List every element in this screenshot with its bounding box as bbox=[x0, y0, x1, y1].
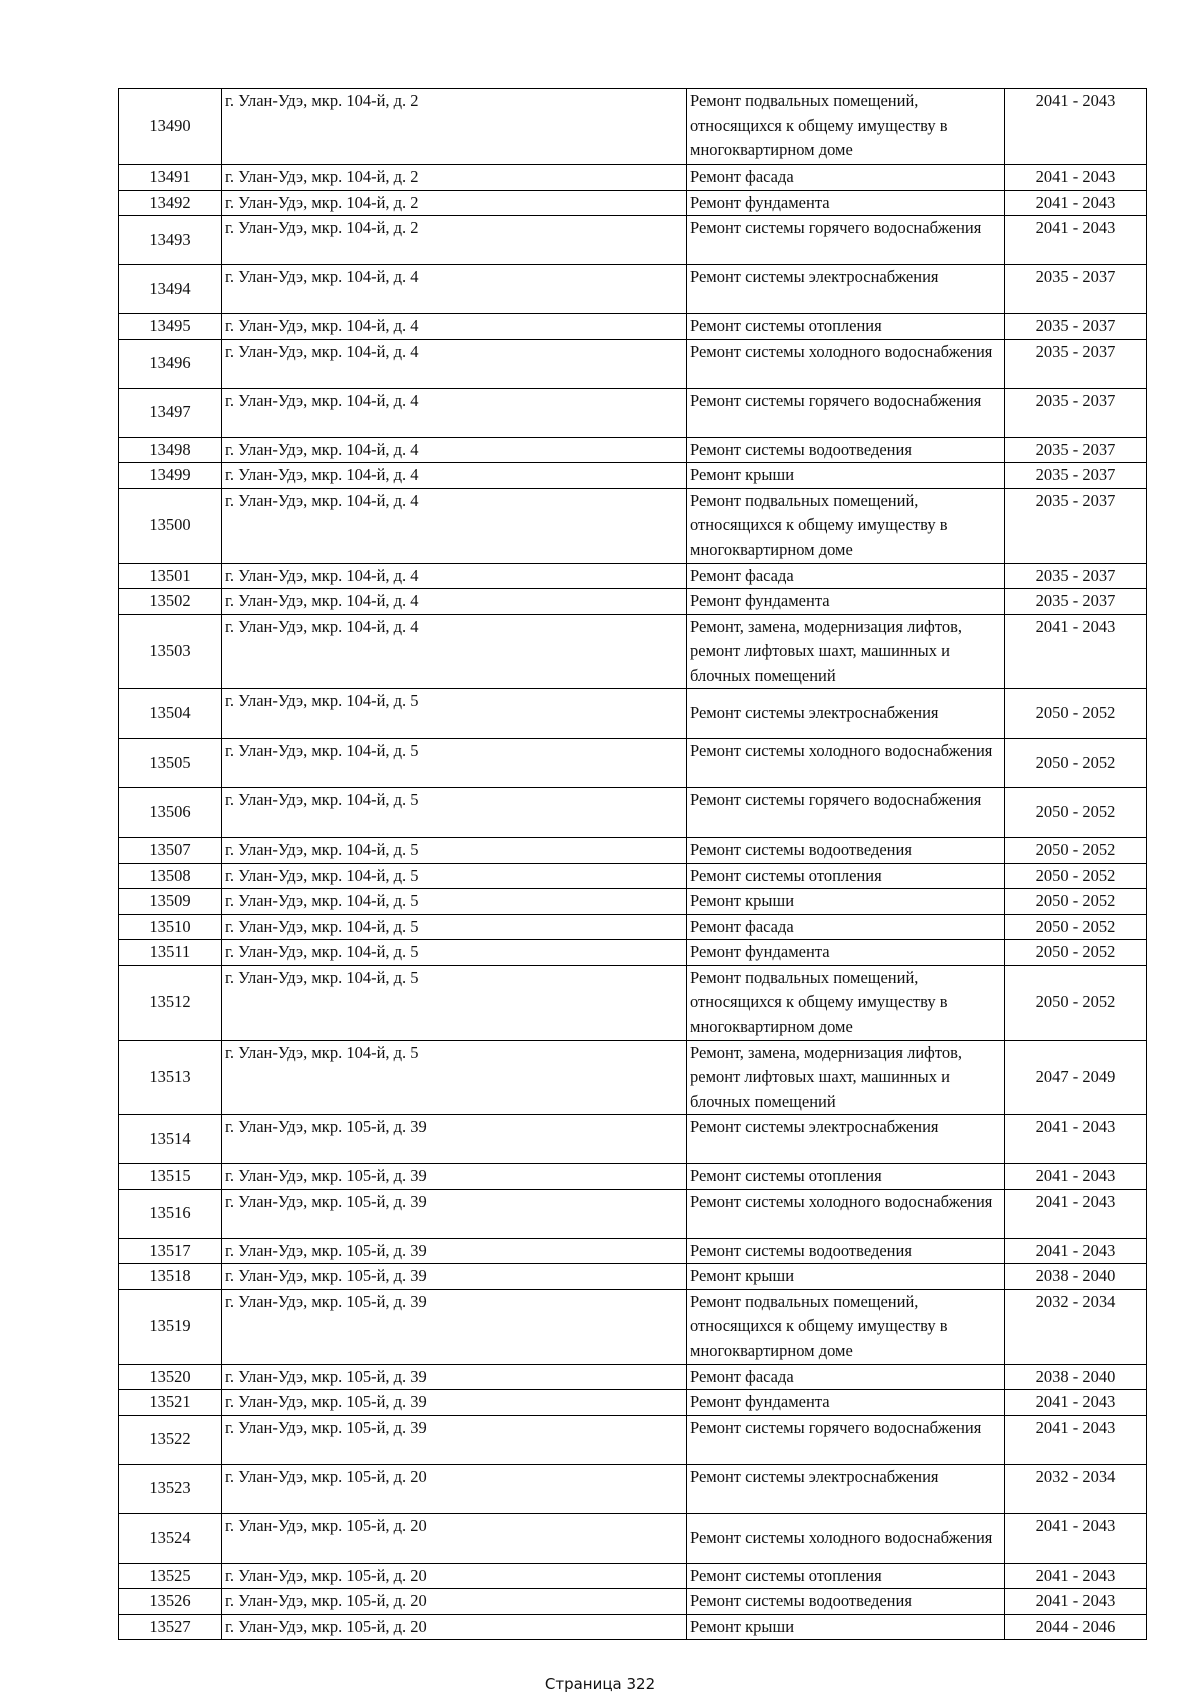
row-number: 13526 bbox=[119, 1589, 222, 1615]
row-work-type: Ремонт системы отопления bbox=[687, 1164, 1005, 1190]
row-address: г. Улан-Удэ, мкр. 104-й, д. 4 bbox=[222, 614, 687, 689]
table-row bbox=[119, 216, 1147, 265]
row-period: 2035 - 2037 bbox=[1005, 589, 1147, 615]
row-number: 13509 bbox=[119, 889, 222, 915]
row-work-type: Ремонт системы холодного водоснабжения bbox=[687, 739, 1005, 788]
row-address: г. Улан-Удэ, мкр. 104-й, д. 5 bbox=[222, 788, 687, 838]
row-period: 2041 - 2043 bbox=[1005, 1513, 1147, 1563]
row-address: г. Улан-Удэ, мкр. 105-й, д. 39 bbox=[222, 1415, 687, 1464]
table-row bbox=[119, 1464, 1147, 1513]
row-address: г. Улан-Удэ, мкр. 104-й, д. 2 bbox=[222, 190, 687, 216]
row-work-type: Ремонт фундамента bbox=[687, 190, 1005, 216]
row-work-type: Ремонт крыши bbox=[687, 889, 1005, 915]
row-address: г. Улан-Удэ, мкр. 104-й, д. 5 bbox=[222, 863, 687, 889]
row-period: 2035 - 2037 bbox=[1005, 463, 1147, 489]
row-period: 2041 - 2043 bbox=[1005, 216, 1147, 265]
row-number: 13500 bbox=[119, 488, 222, 563]
row-address: г. Улан-Удэ, мкр. 104-й, д. 2 bbox=[222, 89, 687, 165]
row-number: 13501 bbox=[119, 563, 222, 589]
row-work-type: Ремонт подвальных помещений, относящихся к общему имуществу в многоквартирном доме bbox=[687, 89, 1005, 165]
table-row bbox=[119, 889, 1147, 915]
row-address: г. Улан-Удэ, мкр. 104-й, д. 5 bbox=[222, 1040, 687, 1115]
table-row bbox=[119, 614, 1147, 689]
row-number: 13505 bbox=[119, 739, 222, 788]
row-number: 13524 bbox=[119, 1513, 222, 1563]
table-row bbox=[119, 788, 1147, 838]
table-row bbox=[119, 739, 1147, 788]
row-work-type: Ремонт системы электроснабжения bbox=[687, 689, 1005, 739]
table-row bbox=[119, 1189, 1147, 1238]
row-work-type: Ремонт подвальных помещений, относящихся к общему имуществу в многоквартирном доме bbox=[687, 965, 1005, 1040]
row-address: г. Улан-Удэ, мкр. 104-й, д. 5 bbox=[222, 940, 687, 966]
row-work-type: Ремонт системы водоотведения bbox=[687, 838, 1005, 864]
table-row bbox=[119, 339, 1147, 388]
row-number: 13527 bbox=[119, 1614, 222, 1640]
row-period: 2041 - 2043 bbox=[1005, 1415, 1147, 1464]
row-address: г. Улан-Удэ, мкр. 104-й, д. 4 bbox=[222, 339, 687, 388]
table-row bbox=[119, 314, 1147, 340]
table-row bbox=[119, 863, 1147, 889]
row-period: 2035 - 2037 bbox=[1005, 265, 1147, 314]
row-period: 2041 - 2043 bbox=[1005, 614, 1147, 689]
row-work-type: Ремонт подвальных помещений, относящихся к общему имуществу в многоквартирном доме bbox=[687, 1289, 1005, 1364]
row-number: 13515 bbox=[119, 1164, 222, 1190]
row-address: г. Улан-Удэ, мкр. 104-й, д. 5 bbox=[222, 914, 687, 940]
table-row bbox=[119, 1513, 1147, 1563]
row-number: 13492 bbox=[119, 190, 222, 216]
row-work-type: Ремонт системы горячего водоснабжения bbox=[687, 1415, 1005, 1464]
row-address: г. Улан-Удэ, мкр. 105-й, д. 39 bbox=[222, 1189, 687, 1238]
row-address: г. Улан-Удэ, мкр. 105-й, д. 39 bbox=[222, 1390, 687, 1416]
row-period: 2035 - 2037 bbox=[1005, 314, 1147, 340]
row-number: 13511 bbox=[119, 940, 222, 966]
row-period: 2044 - 2046 bbox=[1005, 1614, 1147, 1640]
row-work-type: Ремонт системы горячего водоснабжения bbox=[687, 788, 1005, 838]
table-row bbox=[119, 1589, 1147, 1615]
row-number: 13490 bbox=[119, 89, 222, 165]
row-period: 2035 - 2037 bbox=[1005, 339, 1147, 388]
row-work-type: Ремонт фундамента bbox=[687, 589, 1005, 615]
row-period: 2032 - 2034 bbox=[1005, 1289, 1147, 1364]
row-period: 2035 - 2037 bbox=[1005, 563, 1147, 589]
row-period: 2035 - 2037 bbox=[1005, 388, 1147, 437]
row-period: 2035 - 2037 bbox=[1005, 437, 1147, 463]
row-number: 13520 bbox=[119, 1364, 222, 1390]
row-number: 13499 bbox=[119, 463, 222, 489]
row-address: г. Улан-Удэ, мкр. 105-й, д. 20 bbox=[222, 1614, 687, 1640]
row-number: 13512 bbox=[119, 965, 222, 1040]
table-row bbox=[119, 589, 1147, 615]
row-address: г. Улан-Удэ, мкр. 104-й, д. 4 bbox=[222, 463, 687, 489]
table-row bbox=[119, 838, 1147, 864]
table-row bbox=[119, 165, 1147, 191]
row-number: 13495 bbox=[119, 314, 222, 340]
row-period: 2041 - 2043 bbox=[1005, 1390, 1147, 1416]
table-row bbox=[119, 940, 1147, 966]
row-work-type: Ремонт системы горячего водоснабжения bbox=[687, 216, 1005, 265]
row-address: г. Улан-Удэ, мкр. 105-й, д. 20 bbox=[222, 1513, 687, 1563]
page-number: Страница 322 bbox=[544, 1675, 656, 1693]
row-period: 2050 - 2052 bbox=[1005, 838, 1147, 864]
row-work-type: Ремонт системы водоотведения bbox=[687, 1589, 1005, 1615]
row-work-type: Ремонт фундамента bbox=[687, 1390, 1005, 1416]
row-number: 13519 bbox=[119, 1289, 222, 1364]
row-period: 2050 - 2052 bbox=[1005, 940, 1147, 966]
row-period: 2041 - 2043 bbox=[1005, 1115, 1147, 1164]
table-row bbox=[119, 1390, 1147, 1416]
row-work-type: Ремонт, замена, модернизация лифтов, ремонт лифтовых шахт, машинных и блочных помещений bbox=[687, 1040, 1005, 1115]
row-number: 13506 bbox=[119, 788, 222, 838]
row-address: г. Улан-Удэ, мкр. 104-й, д. 5 bbox=[222, 889, 687, 915]
row-period: 2050 - 2052 bbox=[1005, 889, 1147, 915]
row-work-type: Ремонт системы электроснабжения bbox=[687, 265, 1005, 314]
row-number: 13518 bbox=[119, 1264, 222, 1290]
row-address: г. Улан-Удэ, мкр. 104-й, д. 2 bbox=[222, 165, 687, 191]
row-number: 13507 bbox=[119, 838, 222, 864]
row-address: г. Улан-Удэ, мкр. 104-й, д. 4 bbox=[222, 265, 687, 314]
table-row bbox=[119, 388, 1147, 437]
row-address: г. Улан-Удэ, мкр. 105-й, д. 39 bbox=[222, 1264, 687, 1290]
row-work-type: Ремонт системы отопления bbox=[687, 1563, 1005, 1589]
table-row bbox=[119, 1415, 1147, 1464]
row-number: 13516 bbox=[119, 1189, 222, 1238]
row-period: 2050 - 2052 bbox=[1005, 788, 1147, 838]
row-number: 13498 bbox=[119, 437, 222, 463]
row-address: г. Улан-Удэ, мкр. 105-й, д. 20 bbox=[222, 1589, 687, 1615]
table-row bbox=[119, 965, 1147, 1040]
table-row bbox=[119, 1238, 1147, 1264]
row-period: 2038 - 2040 bbox=[1005, 1264, 1147, 1290]
row-address: г. Улан-Удэ, мкр. 104-й, д. 4 bbox=[222, 488, 687, 563]
row-number: 13514 bbox=[119, 1115, 222, 1164]
row-address: г. Улан-Удэ, мкр. 105-й, д. 39 bbox=[222, 1115, 687, 1164]
row-work-type: Ремонт крыши bbox=[687, 1614, 1005, 1640]
row-address: г. Улан-Удэ, мкр. 104-й, д. 5 bbox=[222, 838, 687, 864]
row-period: 2047 - 2049 bbox=[1005, 1040, 1147, 1115]
row-work-type: Ремонт крыши bbox=[687, 463, 1005, 489]
row-address: г. Улан-Удэ, мкр. 104-й, д. 4 bbox=[222, 437, 687, 463]
row-work-type: Ремонт фасада bbox=[687, 1364, 1005, 1390]
row-number: 13510 bbox=[119, 914, 222, 940]
row-number: 13508 bbox=[119, 863, 222, 889]
row-address: г. Улан-Удэ, мкр. 105-й, д. 20 bbox=[222, 1563, 687, 1589]
table-row bbox=[119, 1614, 1147, 1640]
row-work-type: Ремонт системы водоотведения bbox=[687, 437, 1005, 463]
row-period: 2041 - 2043 bbox=[1005, 1189, 1147, 1238]
row-work-type: Ремонт фасада bbox=[687, 165, 1005, 191]
row-period: 2041 - 2043 bbox=[1005, 89, 1147, 165]
row-number: 13522 bbox=[119, 1415, 222, 1464]
row-number: 13497 bbox=[119, 388, 222, 437]
table-row bbox=[119, 1264, 1147, 1290]
row-period: 2050 - 2052 bbox=[1005, 863, 1147, 889]
row-work-type: Ремонт подвальных помещений, относящихся к общему имуществу в многоквартирном доме bbox=[687, 488, 1005, 563]
row-work-type: Ремонт системы водоотведения bbox=[687, 1238, 1005, 1264]
row-address: г. Улан-Удэ, мкр. 105-й, д. 39 bbox=[222, 1364, 687, 1390]
row-work-type: Ремонт фасада bbox=[687, 563, 1005, 589]
row-period: 2050 - 2052 bbox=[1005, 689, 1147, 739]
row-period: 2050 - 2052 bbox=[1005, 914, 1147, 940]
row-work-type: Ремонт системы отопления bbox=[687, 314, 1005, 340]
row-period: 2050 - 2052 bbox=[1005, 739, 1147, 788]
row-address: г. Улан-Удэ, мкр. 104-й, д. 4 bbox=[222, 388, 687, 437]
row-period: 2041 - 2043 bbox=[1005, 1563, 1147, 1589]
row-number: 13521 bbox=[119, 1390, 222, 1416]
row-period: 2041 - 2043 bbox=[1005, 1164, 1147, 1190]
row-work-type: Ремонт системы холодного водоснабжения bbox=[687, 339, 1005, 388]
works-table bbox=[118, 88, 1147, 1640]
table-row bbox=[119, 190, 1147, 216]
row-address: г. Улан-Удэ, мкр. 104-й, д. 2 bbox=[222, 216, 687, 265]
table-row bbox=[119, 1164, 1147, 1190]
row-number: 13517 bbox=[119, 1238, 222, 1264]
row-number: 13504 bbox=[119, 689, 222, 739]
row-address: г. Улан-Удэ, мкр. 105-й, д. 39 bbox=[222, 1289, 687, 1364]
row-period: 2041 - 2043 bbox=[1005, 190, 1147, 216]
row-address: г. Улан-Удэ, мкр. 104-й, д. 4 bbox=[222, 563, 687, 589]
row-address: г. Улан-Удэ, мкр. 105-й, д. 39 bbox=[222, 1238, 687, 1264]
table-row bbox=[119, 1364, 1147, 1390]
table-row bbox=[119, 89, 1147, 165]
row-address: г. Улан-Удэ, мкр. 105-й, д. 39 bbox=[222, 1164, 687, 1190]
row-work-type: Ремонт системы холодного водоснабжения bbox=[687, 1189, 1005, 1238]
table-row bbox=[119, 1115, 1147, 1164]
table-row bbox=[119, 437, 1147, 463]
row-address: г. Улан-Удэ, мкр. 104-й, д. 5 bbox=[222, 965, 687, 1040]
row-work-type: Ремонт системы электроснабжения bbox=[687, 1115, 1005, 1164]
row-number: 13525 bbox=[119, 1563, 222, 1589]
row-period: 2041 - 2043 bbox=[1005, 1238, 1147, 1264]
row-work-type: Ремонт системы электроснабжения bbox=[687, 1464, 1005, 1513]
table-row bbox=[119, 563, 1147, 589]
table-row bbox=[119, 265, 1147, 314]
table-row bbox=[119, 1289, 1147, 1364]
row-work-type: Ремонт системы отопления bbox=[687, 863, 1005, 889]
table-row bbox=[119, 463, 1147, 489]
row-work-type: Ремонт крыши bbox=[687, 1264, 1005, 1290]
row-address: г. Улан-Удэ, мкр. 104-й, д. 5 bbox=[222, 739, 687, 788]
row-period: 2050 - 2052 bbox=[1005, 965, 1147, 1040]
table-row bbox=[119, 914, 1147, 940]
row-period: 2032 - 2034 bbox=[1005, 1464, 1147, 1513]
row-number: 13502 bbox=[119, 589, 222, 615]
row-period: 2035 - 2037 bbox=[1005, 488, 1147, 563]
row-number: 13513 bbox=[119, 1040, 222, 1115]
row-address: г. Улан-Удэ, мкр. 104-й, д. 4 bbox=[222, 314, 687, 340]
row-period: 2038 - 2040 bbox=[1005, 1364, 1147, 1390]
row-work-type: Ремонт фундамента bbox=[687, 940, 1005, 966]
table-row bbox=[119, 1563, 1147, 1589]
row-work-type: Ремонт системы горячего водоснабжения bbox=[687, 388, 1005, 437]
row-address: г. Улан-Удэ, мкр. 105-й, д. 20 bbox=[222, 1464, 687, 1513]
row-work-type: Ремонт, замена, модернизация лифтов, ремонт лифтовых шахт, машинных и блочных помещений bbox=[687, 614, 1005, 689]
row-number: 13503 bbox=[119, 614, 222, 689]
table-row bbox=[119, 1040, 1147, 1115]
row-address: г. Улан-Удэ, мкр. 104-й, д. 5 bbox=[222, 689, 687, 739]
row-number: 13523 bbox=[119, 1464, 222, 1513]
row-number: 13494 bbox=[119, 265, 222, 314]
table-body bbox=[119, 89, 1147, 1640]
row-number: 13491 bbox=[119, 165, 222, 191]
row-address: г. Улан-Удэ, мкр. 104-й, д. 4 bbox=[222, 589, 687, 615]
row-number: 13493 bbox=[119, 216, 222, 265]
table-row bbox=[119, 488, 1147, 563]
row-period: 2041 - 2043 bbox=[1005, 1589, 1147, 1615]
table-row bbox=[119, 689, 1147, 739]
row-number: 13496 bbox=[119, 339, 222, 388]
row-work-type: Ремонт системы холодного водоснабжения bbox=[687, 1513, 1005, 1563]
row-period: 2041 - 2043 bbox=[1005, 165, 1147, 191]
row-work-type: Ремонт фасада bbox=[687, 914, 1005, 940]
